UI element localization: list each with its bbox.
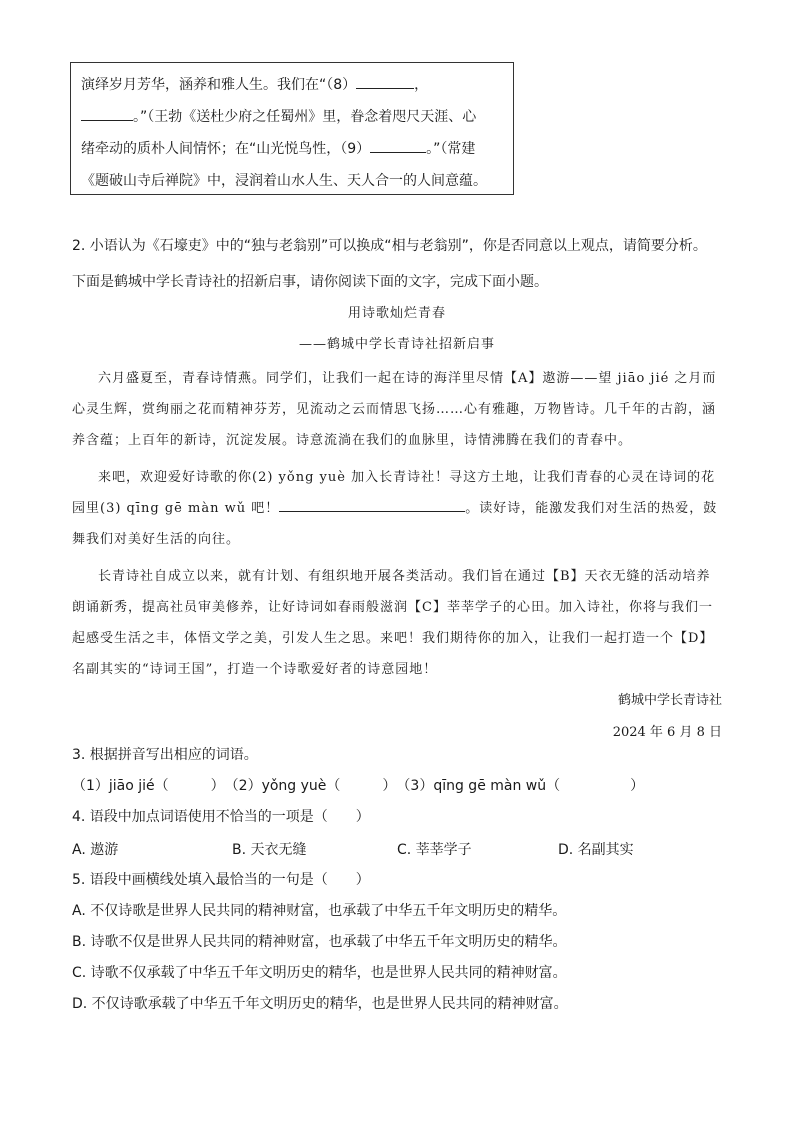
box-line-3-text: 绪牵动的质朴人间情怀；在“山光悦鸟性，（9） (81, 141, 371, 157)
answer-blank-8a[interactable] (356, 74, 414, 89)
box-line-1-text: 演绎岁月芳华，涵养和雅人生。我们在“（8） (81, 77, 357, 93)
q5-option-a[interactable]: A. 不仅诗歌是世界人民共同的精神财富，也承载了中华五千年文明历史的精华。 (72, 903, 567, 919)
box-line-2-text: 。”（王勃《送杜少府之任蜀州》里，眷念着咫尺天涯、心 (133, 109, 477, 125)
question-2: 2. 小语认为《石壕吏》中的“独与老翁别”可以换成“相与老翁别”，你是否同意以上观点，请简要分析。 (72, 238, 707, 254)
notice-paragraph-2-end: 。读好诗，能激发我们对生活的热爱，鼓舞我们对美好生活的向往。 (72, 501, 718, 547)
reading-intro: 下面是鹤城中学长青诗社的招新启事，请你阅读下面的文字，完成下面小题。 (72, 274, 548, 290)
notice-paragraph-1: 六月盛夏至，青春诗情燕。同学们，让我们一起在诗的海洋里尽情【A】遨游——望 jiāo jié 之月而心灵生辉，赏绚丽之花而精神芬芳，见流动之云而情思飞扬……心有雅趣，万物皆诗。几千年的古韵，涵养含蕴；上百年的新诗，沉淀发展。诗意流淌在我们的血脉里，诗情沸腾在我们的青春中。 (72, 371, 717, 448)
q4-option-c[interactable]: C. 莘莘学子 (397, 842, 472, 858)
notice-title: 用诗歌灿烂青春 (347, 306, 446, 321)
notice-subtitle: ——鹤城中学长青诗社招新启事 (298, 337, 495, 352)
q4-option-b[interactable]: B. 天衣无缝 (232, 842, 307, 858)
q5-option-b[interactable]: B. 诗歌不仅是世界人民共同的精神财富，也承载了中华五千年文明历史的精华。 (72, 934, 567, 950)
fill-sentence-blank[interactable] (279, 497, 465, 512)
notice-signature: 鹤城中学长青诗社 (617, 693, 722, 708)
box-line-1-end: ， (414, 77, 429, 93)
box-line-4: 《题破山寺后禅院》中，浸润着山水人生、天人合一的人间意蕴。 (81, 173, 487, 189)
box-line-3 (81, 133, 503, 165)
box-line-2 (81, 101, 503, 133)
recruitment-notice (72, 304, 722, 743)
poetry-fill-box (70, 62, 514, 195)
question-5: 5. 语段中画横线处填入最恰当的一句是（ ） (72, 872, 370, 888)
q4-option-a[interactable]: A. 遨游 (72, 842, 119, 858)
question-4: 4. 语段中加点词语使用不恰当的一项是（ ） (72, 809, 370, 825)
notice-paragraph-2-start: 来吧，欢迎爱好诗歌的你(2) yǒng yuè 加入长青诗社！寻这方土地，让我们青春的心灵在诗词的花园里(3) qīng gē màn wǔ 吧！ (72, 470, 716, 516)
notice-date: 2024 年 6 月 8 日 (612, 725, 722, 740)
q5-option-c[interactable]: C. 诗歌不仅承载了中华五千年文明历史的精华，也是世界人民共同的精神财富。 (72, 965, 567, 981)
answer-blank-9[interactable] (370, 138, 426, 153)
q5-option-d[interactable]: D. 不仅诗歌承载了中华五千年文明历史的精华，也是世界人民共同的精神财富。 (72, 996, 568, 1012)
question-4-options (72, 839, 732, 859)
question-3: 3. 根据拼音写出相应的词语。 (72, 747, 258, 763)
question-3-items: （1）jiāo jié（ ） （2）yǒng yuè（ ） （3）qīng gē màn wǔ（ ） (72, 778, 645, 794)
answer-blank-8b[interactable] (81, 106, 133, 121)
notice-paragraph-3: 长青诗社自成立以来，就有计划、有组织地开展各类活动。我们旨在通过【B】天衣无缝的活动培养朗诵新秀，提高社员审美修养，让好诗词如春雨般滋润【C】莘莘学子的心田。加入诗社，你将与我们一起感受生活之丰，体悟文学之美，引发人生之思。来吧！我们期待你的加入，让我们一起打造一个【D】名副其实的“诗词王国”，打造一个诗歌爱好者的诗意园地！ (72, 569, 714, 677)
box-line-3-end: 。”（常建 (426, 141, 476, 157)
q4-option-d[interactable]: D. 名副其实 (558, 842, 634, 858)
notice-paragraph-2 (72, 462, 722, 555)
box-line-1 (81, 69, 503, 101)
